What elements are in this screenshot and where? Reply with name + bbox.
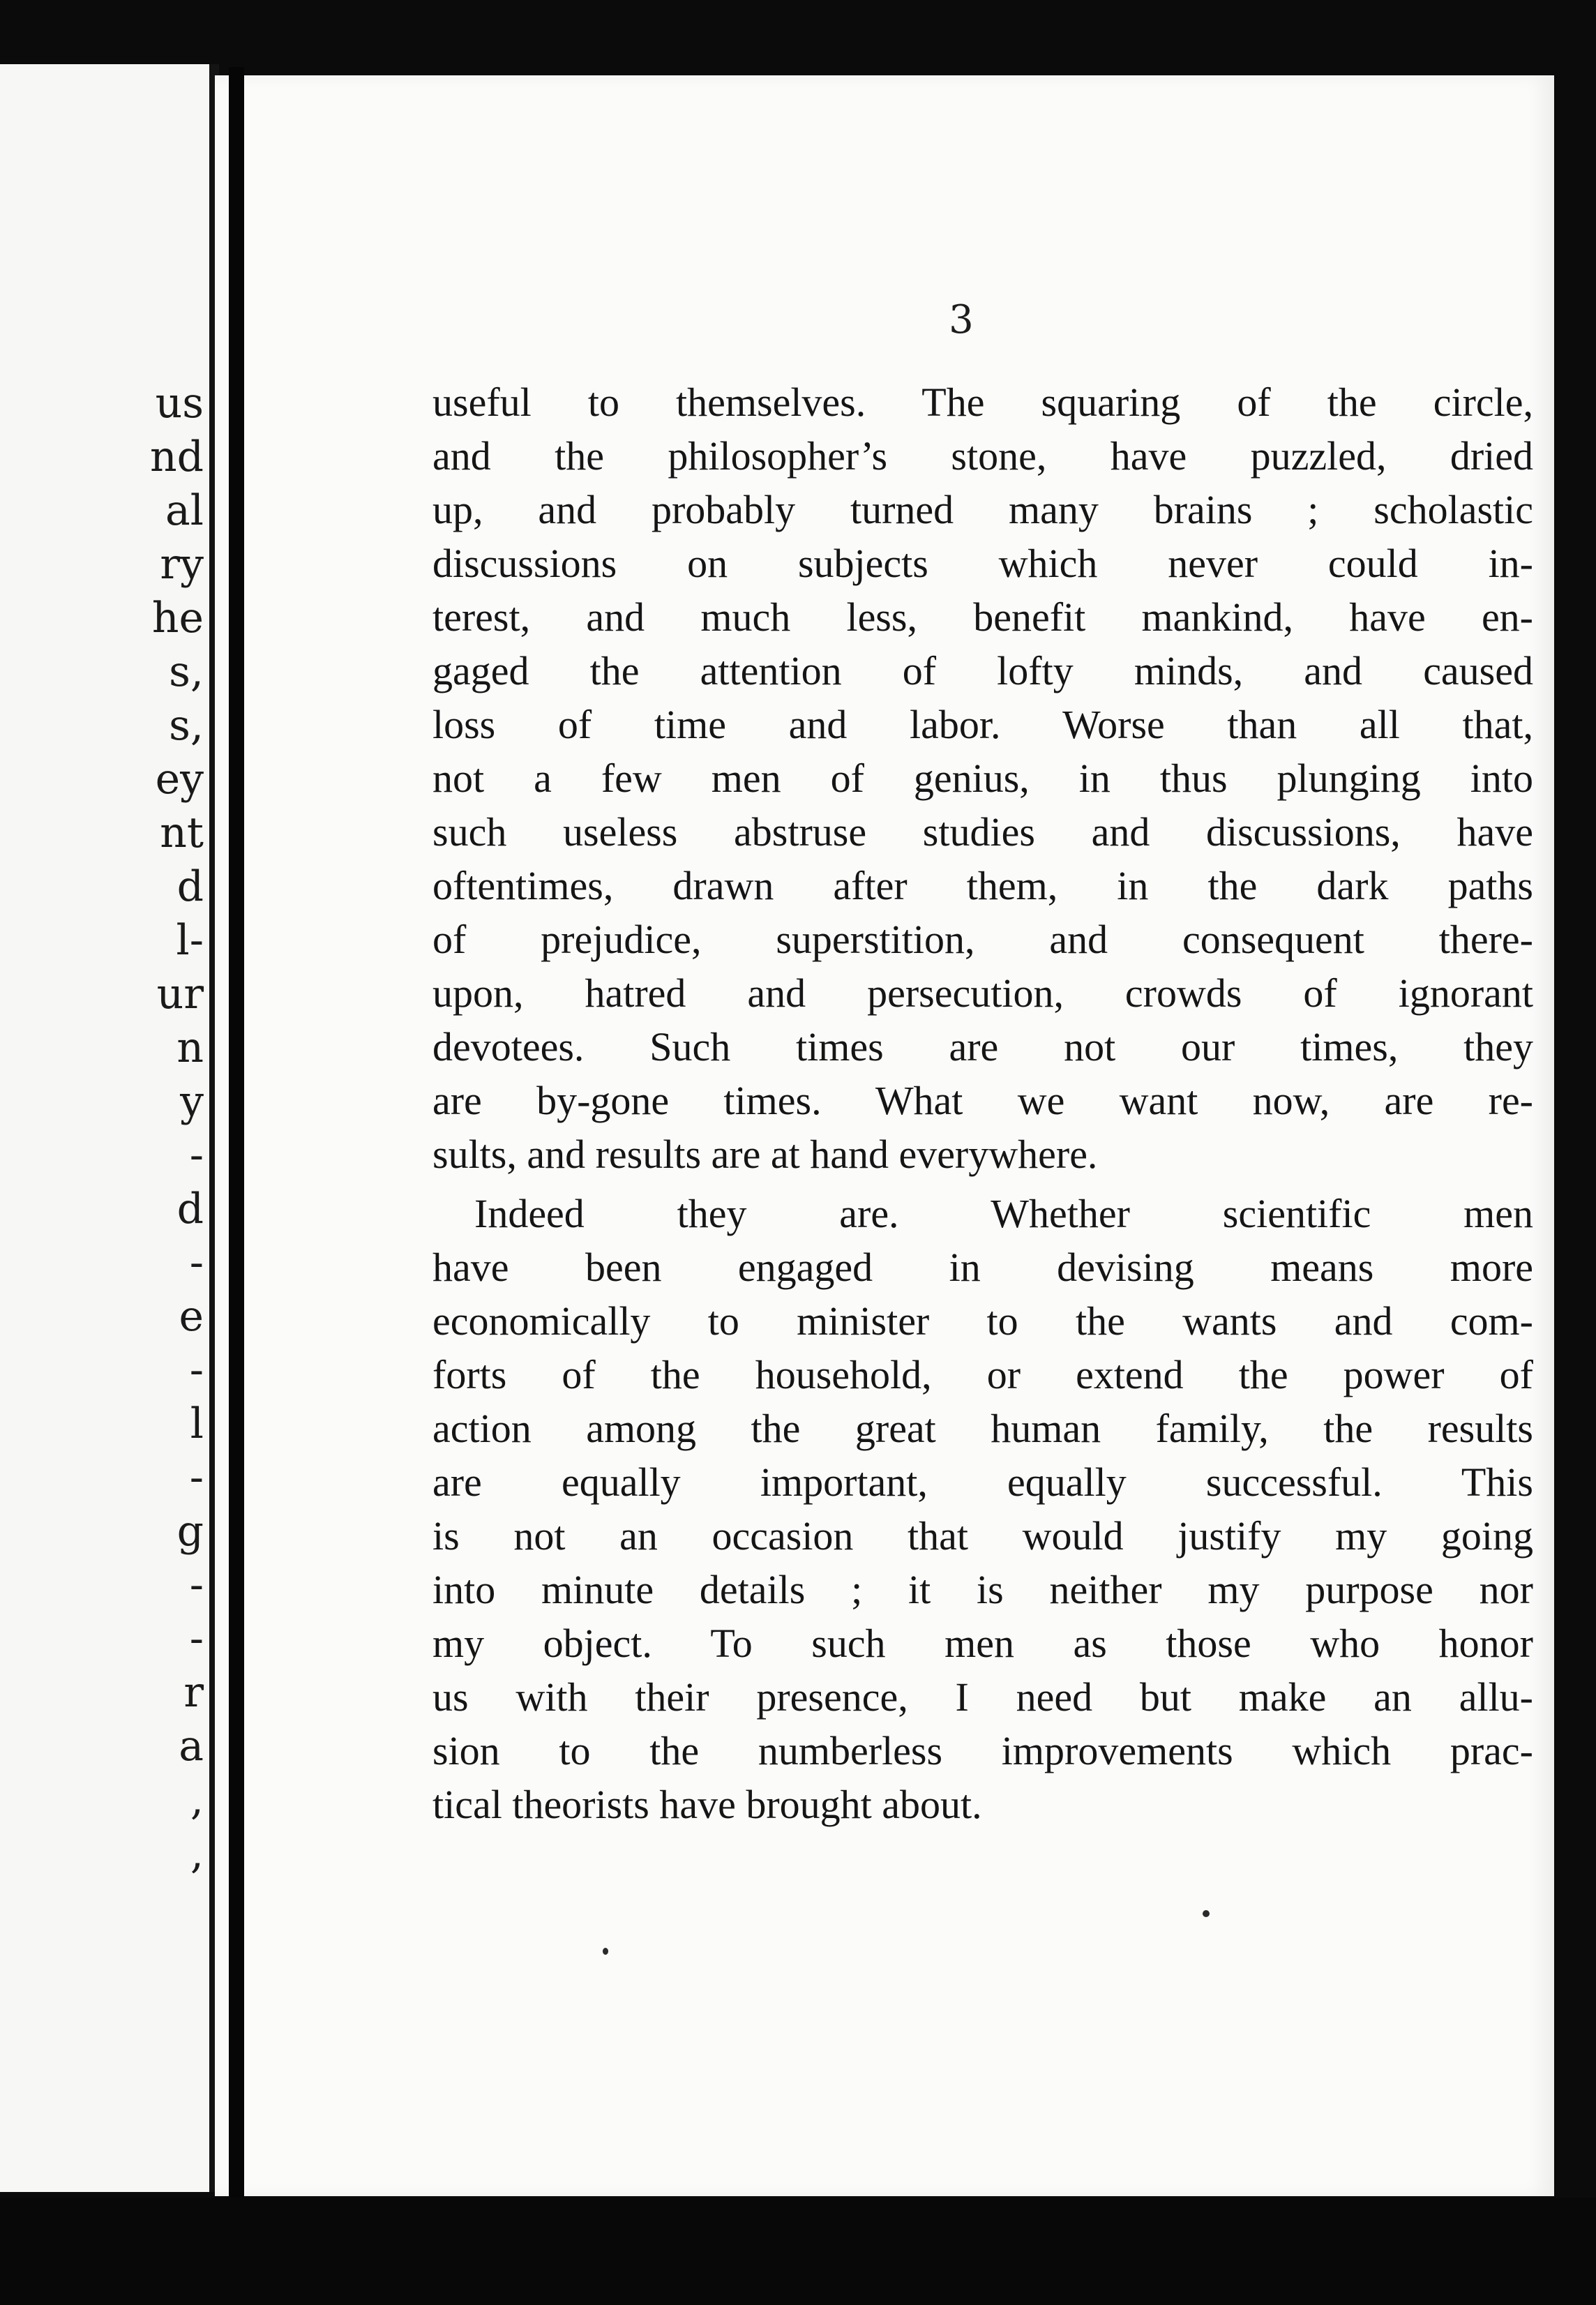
text-line: are equally important, equally successful. This: [432, 1459, 1533, 1505]
text-line: into minute details ; it is neither my purpose nor: [432, 1567, 1533, 1612]
left-page-fragment-line: a: [179, 1722, 204, 1771]
left-page-fragment-line: y: [180, 1077, 204, 1126]
text-line: action among the great human family, the results: [432, 1406, 1533, 1451]
text-line: oftentimes, drawn after them, in the dark paths: [432, 863, 1533, 908]
text-line: are by-gone times. What we want now, are re-: [432, 1078, 1533, 1123]
text-line: of prejudice, superstition, and consequent there-: [432, 917, 1533, 962]
left-page-fragment-line: -: [189, 1238, 204, 1287]
left-page-fragment-line: s,: [169, 701, 204, 750]
paper-speck: [603, 1948, 608, 1955]
left-page-fragment-line: al: [165, 486, 204, 535]
left-page-fragment-line: e: [179, 1292, 204, 1341]
text-line: upon, hatred and persecution, crowds of ignorant: [432, 970, 1533, 1016]
left-page-fragment-line: ry: [160, 540, 204, 589]
left-page-fragment-line: l: [190, 1399, 204, 1448]
text-line: Indeed they are. Whether scientific men: [474, 1191, 1533, 1236]
page-spine: [229, 67, 244, 2209]
text-line: have been engaged in devising means more: [432, 1245, 1533, 1290]
text-line: and the philosopher’s stone, have puzzled, dried: [432, 433, 1533, 479]
text-line: such useless abstruse studies and discussions, have: [432, 809, 1533, 855]
text-line: sults, and results are at hand everywhere.: [432, 1132, 1098, 1177]
text-line: up, and probably turned many brains ; scholastic: [432, 487, 1533, 532]
left-page-fragment-line: g: [176, 1507, 204, 1556]
text-line: us with their presence, I need but make an allu-: [432, 1674, 1533, 1720]
text-line: tical theorists have brought about.: [432, 1782, 982, 1827]
left-page-fragment-line: -: [189, 1131, 204, 1180]
text-line: forts of the household, or extend the power of: [432, 1352, 1533, 1397]
left-page-fragment-line: -: [189, 1561, 204, 1609]
text-line: terest, and much less, benefit mankind, have en-: [432, 594, 1533, 640]
left-page-fragment-line: d: [176, 1185, 204, 1233]
body-text: [432, 375, 1533, 1831]
left-page-fragment-line: ,: [190, 1829, 204, 1878]
page-number: 3: [949, 297, 974, 343]
left-page-fragment-line: ,: [190, 1775, 204, 1824]
text-line: loss of time and labor. Worse than all that,: [432, 702, 1533, 747]
text-line: devotees. Such times are not our times, they: [432, 1024, 1533, 1069]
paragraph-2: [432, 1187, 1533, 1831]
left-page-fragment-line: -: [189, 1453, 204, 1502]
paragraph-1: [432, 375, 1533, 1181]
left-page-fragment-line: s,: [169, 647, 204, 696]
text-line: useful to themselves. The squaring of the circle,: [432, 380, 1533, 425]
text-line: gaged the attention of lofty minds, and caused: [432, 648, 1533, 693]
left-page-fragment-line: l-: [176, 916, 204, 965]
text-line: not a few men of genius, in thus plunging into: [432, 756, 1533, 801]
scan-bottom-edge: [0, 2198, 1596, 2305]
left-page-fragment: [0, 64, 219, 2192]
left-page-fragment-line: he: [151, 594, 204, 643]
left-page-fragment-line: -: [189, 1614, 204, 1663]
left-page-fragment-line: nd: [149, 433, 204, 481]
text-line: is not an occasion that would justify my going: [432, 1513, 1533, 1559]
left-page-fragment-line: n: [176, 1023, 204, 1072]
text-line: sion to the numberless improvements which prac-: [432, 1728, 1533, 1773]
text-line: discussions on subjects which never could in-: [432, 541, 1533, 586]
left-page-fragment-line: us: [155, 379, 204, 428]
text-line: my object. To such men as those who honor: [432, 1621, 1533, 1666]
left-page-fragment-line: ur: [156, 970, 204, 1019]
main-page: [215, 75, 1554, 2196]
left-page-fragment-line: nt: [160, 809, 204, 857]
left-page-text-fragments: [0, 377, 209, 1881]
text-line: economically to minister to the wants and com-: [432, 1298, 1533, 1344]
left-page-fragment-line: d: [176, 862, 204, 911]
left-page-fragment-line: ey: [155, 755, 204, 804]
left-page-fragment-line: -: [189, 1346, 204, 1395]
paper-speck: [1203, 1910, 1210, 1917]
left-page-fragment-line: r: [183, 1668, 204, 1717]
